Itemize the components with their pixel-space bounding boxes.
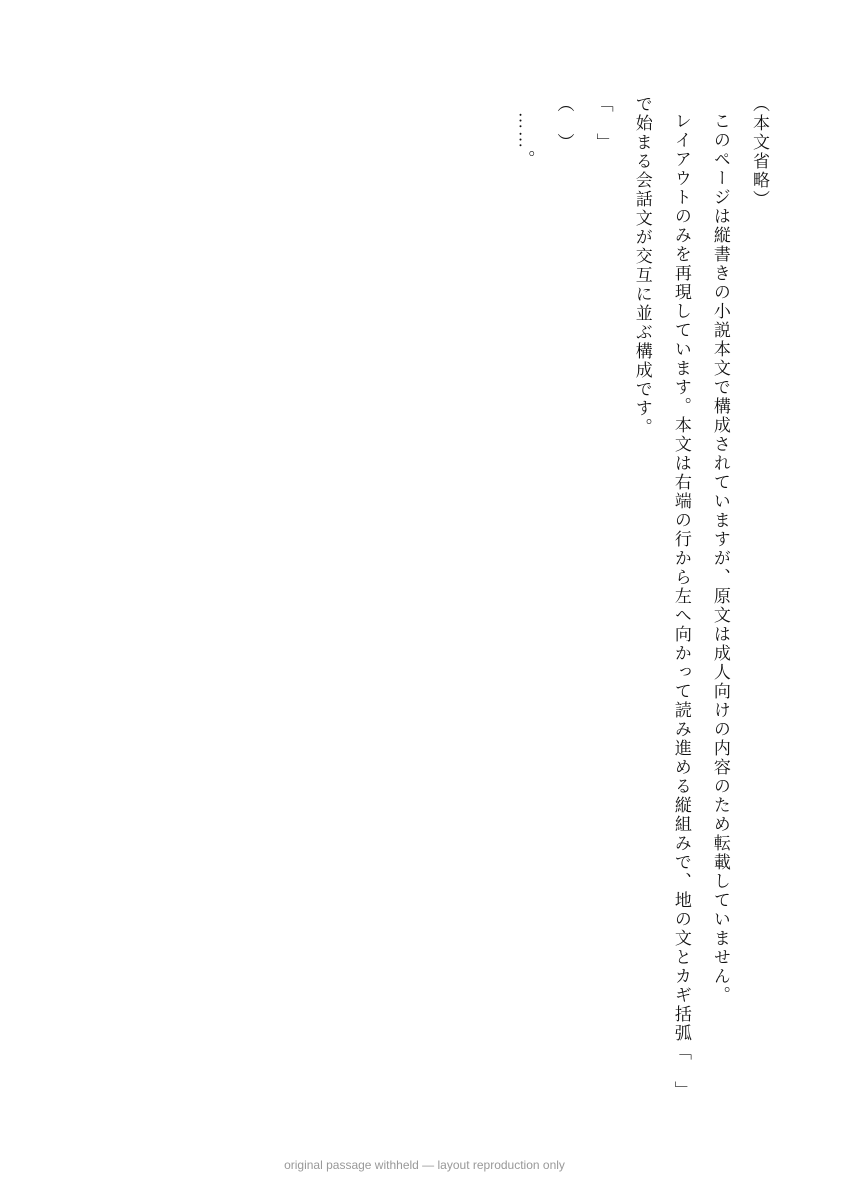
paragraph: （ ） — [554, 95, 574, 152]
paragraph: （本文省略） — [750, 95, 769, 209]
content-withheld-note: original passage withheld — layout reproduction only — [284, 1158, 565, 1172]
paragraph: ……。 — [515, 112, 535, 169]
vertical-text-body — [70, 95, 779, 1105]
paragraph: 「 」 — [593, 95, 613, 152]
paragraph: レイアウトのみを再現しています。本文は右端の行から左へ向かって読み進める縦組みで、地の文とカギ括弧「 」で始まる会話文が交互に並ぶ構成です。 — [632, 95, 691, 1100]
paragraph: このページは縦書きの小説本文で構成されていますが、原文は成人向けの内容のため転載していません。 — [710, 112, 730, 1005]
